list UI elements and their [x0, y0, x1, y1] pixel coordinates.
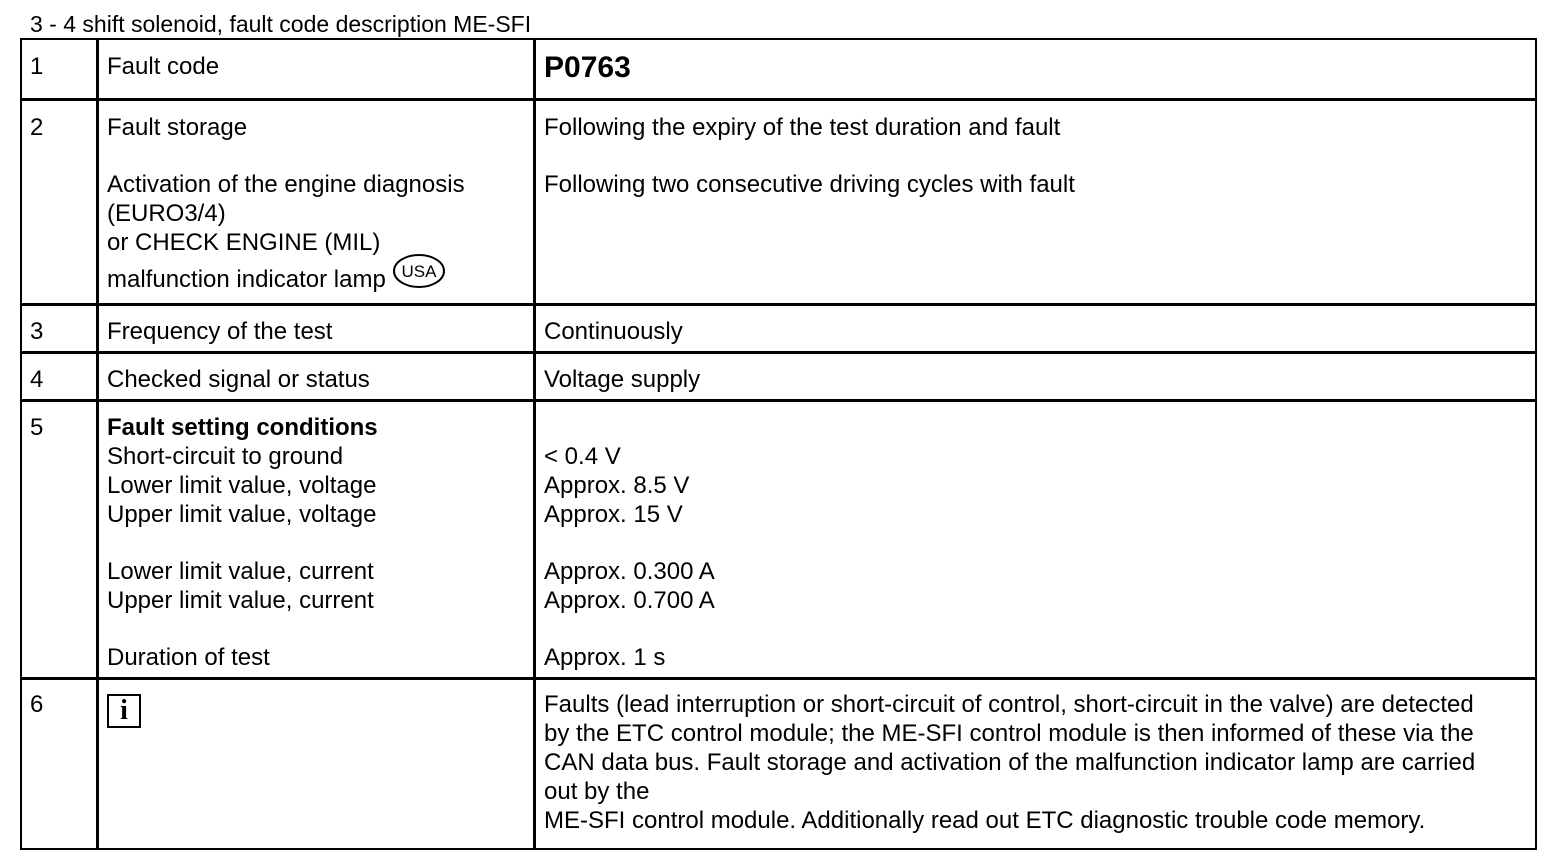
- value-activation: Following two consecutive driving cycles with fault: [544, 171, 1075, 198]
- row-label-frequency: Frequency of the test: [98, 306, 535, 354]
- row-value-notes: [535, 680, 1535, 848]
- label-activation-line-1: Activation of the engine diagnosis: [107, 171, 465, 198]
- condition-value: Approx. 0.300 A: [544, 558, 715, 585]
- info-icon: i: [107, 694, 141, 728]
- fault-code-value: P0763: [544, 51, 631, 84]
- row-value-checked-signal: Voltage supply: [535, 354, 1535, 402]
- row-label-fault-code: Fault code: [98, 40, 535, 101]
- row-number: 3: [22, 306, 98, 354]
- condition-value: Approx. 8.5 V: [544, 472, 690, 499]
- label-activation-line-4-wrap: [107, 253, 525, 294]
- note-line: out by the: [544, 778, 650, 805]
- table-row-fault-code: [22, 40, 1535, 101]
- condition-label: Duration of test: [107, 644, 270, 671]
- usa-badge-icon: [392, 253, 446, 289]
- row-label-checked-signal: Checked signal or status: [98, 354, 535, 402]
- table-row-frequency: [22, 306, 1535, 354]
- condition-label: Lower limit value, current: [107, 558, 374, 585]
- note-line: Faults (lead interruption or short-circuit of control, short-circuit in the valve) are detected: [544, 691, 1474, 718]
- row-number: 5: [22, 402, 98, 680]
- condition-label: Short-circuit to ground: [107, 443, 344, 470]
- note-line: ME-SFI control module. Additionally read out ETC diagnostic trouble code memory.: [544, 807, 1426, 834]
- condition-value: Approx. 0.700 A: [544, 587, 715, 614]
- row-label-notes: [98, 680, 535, 848]
- usa-badge-text: USA: [401, 262, 437, 281]
- fault-setting-heading: Fault setting conditions: [107, 414, 378, 441]
- row-number: 1: [22, 40, 98, 101]
- value-fault-storage: Following the expiry of the test duration and fault: [544, 114, 1061, 141]
- row-label-fault-setting-conditions: [98, 402, 535, 680]
- label-activation-line-3: or CHECK ENGINE (MIL): [107, 229, 381, 256]
- row-number: 2: [22, 101, 98, 306]
- row-label-fault-storage: [98, 101, 535, 306]
- condition-label: Upper limit value, voltage: [107, 501, 377, 528]
- label-activation-line-4: malfunction indicator lamp: [107, 266, 386, 293]
- note-line: CAN data bus. Fault storage and activation of the malfunction indicator lamp are carried: [544, 749, 1476, 776]
- row-value-frequency: Continuously: [535, 306, 1535, 354]
- label-activation-line-2: (EURO3/4): [107, 200, 226, 227]
- row-value-fault-code: [535, 40, 1535, 101]
- condition-value: < 0.4 V: [544, 443, 621, 470]
- document-title: 3 - 4 shift solenoid, fault code description ME-SFI: [30, 11, 532, 37]
- row-value-fault-storage: [535, 101, 1535, 306]
- fault-code-table: [20, 38, 1537, 850]
- row-value-fault-setting-conditions: [535, 402, 1535, 680]
- condition-value: Approx. 1 s: [544, 644, 666, 671]
- table-row-checked-signal: [22, 354, 1535, 402]
- table-row-fault-storage: [22, 101, 1535, 306]
- row-number: 4: [22, 354, 98, 402]
- row-number: 6: [22, 680, 98, 848]
- label-fault-storage: Fault storage: [107, 114, 248, 141]
- table-row-notes: [22, 680, 1535, 848]
- condition-label: Lower limit value, voltage: [107, 472, 377, 499]
- condition-label: Upper limit value, current: [107, 587, 374, 614]
- note-line: by the ETC control module; the ME-SFI control module is then informed of these via the: [544, 720, 1474, 747]
- table-row-fault-setting-conditions: [22, 402, 1535, 680]
- condition-value: Approx. 15 V: [544, 501, 683, 528]
